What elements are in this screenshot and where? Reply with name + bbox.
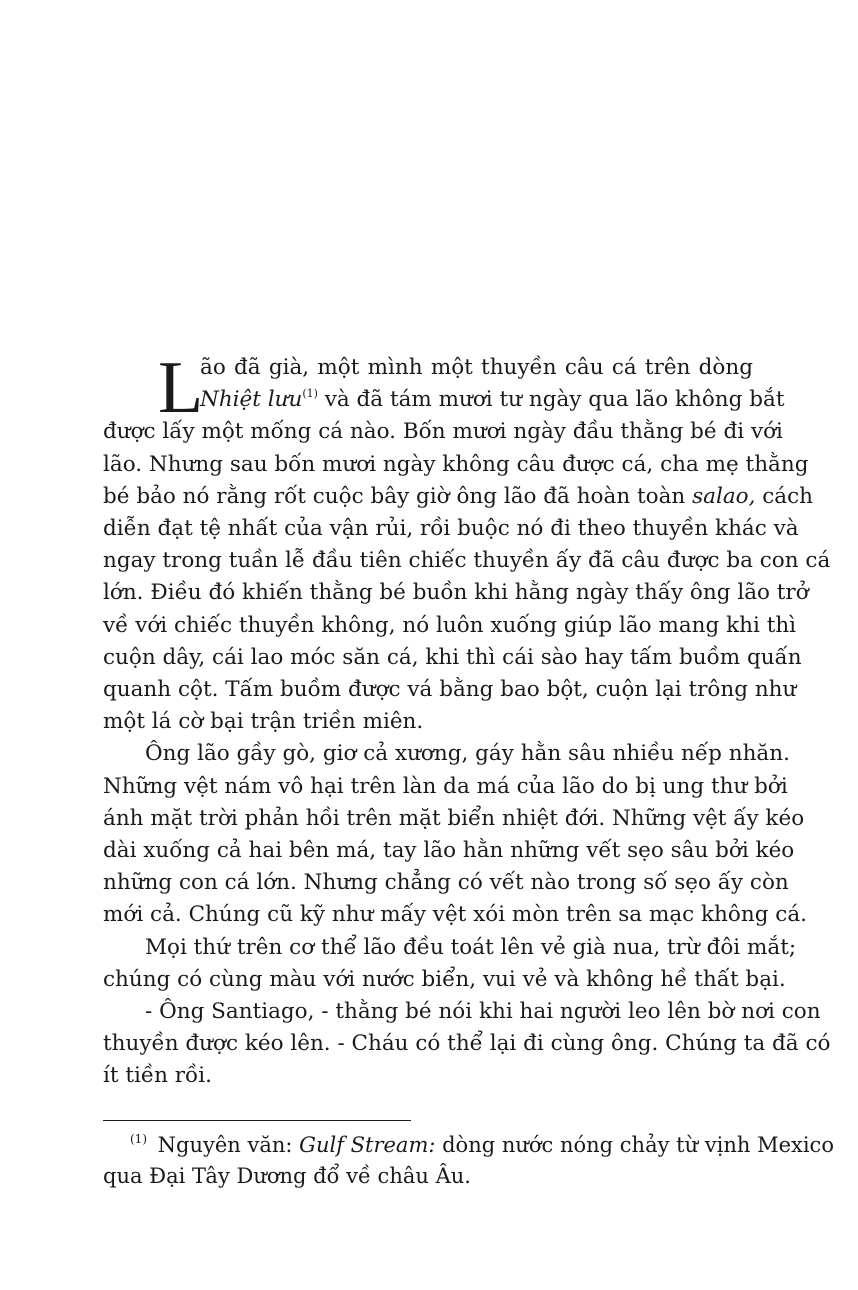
paragraph-1-line-2-text: và đã tám mươi tư ngày qua lão không bắt [317, 387, 785, 413]
book-page-body [103, 347, 831, 1093]
italic-term-nhiet-luu: Nhiệt lưu [200, 387, 303, 413]
drop-cap: L [158, 347, 204, 429]
paragraph-2-line-4: dài xuống cả hai bên má, tay lão hằn những vết sẹo sâu bởi kéo [103, 838, 795, 864]
paragraph-1-line-3: được lấy một mống cá nào. Bốn mươi ngày đầu thằng bé đi với [103, 419, 783, 445]
paragraph-3-line-2: chúng có cùng màu với nước biển, vui vẻ và không hề thất bại. [103, 966, 786, 992]
paragraph-3-line-1: Mọi thứ trên cơ thể lão đều toát lên vẻ già nua, trừ đôi mắt; [145, 934, 797, 960]
footnote-ref: (1) [302, 387, 318, 401]
paragraph-1-line-5-tail: cách [755, 483, 814, 509]
paragraph-2-line-3: ánh mặt trời phản hồi trên mặt biển nhiệt đới. Những vệt ấy kéo [103, 805, 805, 831]
paragraph-4-dialogue [103, 996, 831, 1093]
paragraph-1-line-11: quanh cột. Tấm buồm được vá bằng bao bột, cuộn lại trông như [103, 677, 797, 703]
paragraph-1-line-5-text: bé bảo nó rằng rốt cuộc bây giờ ông lão đã hoàn toàn [103, 483, 693, 509]
footnote-prefix: Nguyên văn: [151, 1133, 300, 1157]
paragraph-1-line-5 [103, 481, 814, 513]
paragraph-4-line-2: thuyền được kéo lên. - Cháu có thể lại đi cùng ông. Chúng ta đã có [103, 1031, 831, 1057]
paragraph-4-line-1: - Ông Santiago, - thằng bé nói khi hai người leo lên bờ nơi con [145, 999, 821, 1025]
paragraph-1-line-6: diễn đạt tệ nhất của vận rủi, rồi buộc nó đi theo thuyền khác và [103, 516, 799, 542]
paragraph-2-line-2: Những vệt nám vô hại trên làn da má của lão do bị ung thư bởi [103, 773, 788, 799]
footnote-italic-term: Gulf Stream: [299, 1133, 436, 1157]
paragraph-2-line-5: những con cá lớn. Nhưng chẳng có vết nào trong số sẹo ấy còn [103, 870, 789, 896]
footnote-divider [103, 1120, 411, 1121]
paragraph-2-line-6: mới cả. Chúng cũ kỹ như mấy vệt xói mòn trên sa mạc không cá. [103, 902, 807, 928]
paragraph-1 [103, 347, 831, 738]
paragraph-1-line-12: một lá cờ bại trận triền miên. [103, 709, 424, 735]
paragraph-1-line-4: lão. Nhưng sau bốn mươi ngày không câu được cá, cha mẹ thằng [103, 451, 809, 477]
paragraph-1-line-7: ngay trong tuần lễ đầu tiên chiếc thuyền ấy đã câu được ba con cá [103, 548, 831, 574]
paragraph-1-line-8: lớn. Điều đó khiến thằng bé buồn khi hằng ngày thấy ông lão trở [103, 580, 809, 606]
italic-term-salao: salao, [692, 483, 756, 509]
footnote-line-1 [103, 1130, 834, 1161]
paragraph-1-line-10: cuộn dây, cái lao móc săn cá, khi thì cái sào hay tấm buồm quấn [103, 644, 802, 670]
paragraph-2 [103, 738, 807, 931]
footnote-line-2: qua Đại Tây Dương đổ về châu Âu. [103, 1164, 471, 1188]
paragraph-1-line-9: về với chiếc thuyền không, nó luôn xuống giúp lão mang khi thì [103, 612, 797, 638]
footnote-mark: (1) [130, 1132, 147, 1146]
paragraph-2-line-1: Ông lão gầy gò, giơ cả xương, gáy hằn sâu nhiều nếp nhăn. [145, 741, 790, 767]
footnote-text: dòng nước nóng chảy từ vịnh Mexico [435, 1133, 834, 1157]
paragraph-3 [103, 932, 797, 996]
paragraph-1-line-1: ão đã già, một mình một thuyền câu cá trên dòng [200, 355, 753, 380]
paragraph-4-line-3: ít tiền rồi. [103, 1063, 212, 1089]
footnote [103, 1130, 834, 1192]
